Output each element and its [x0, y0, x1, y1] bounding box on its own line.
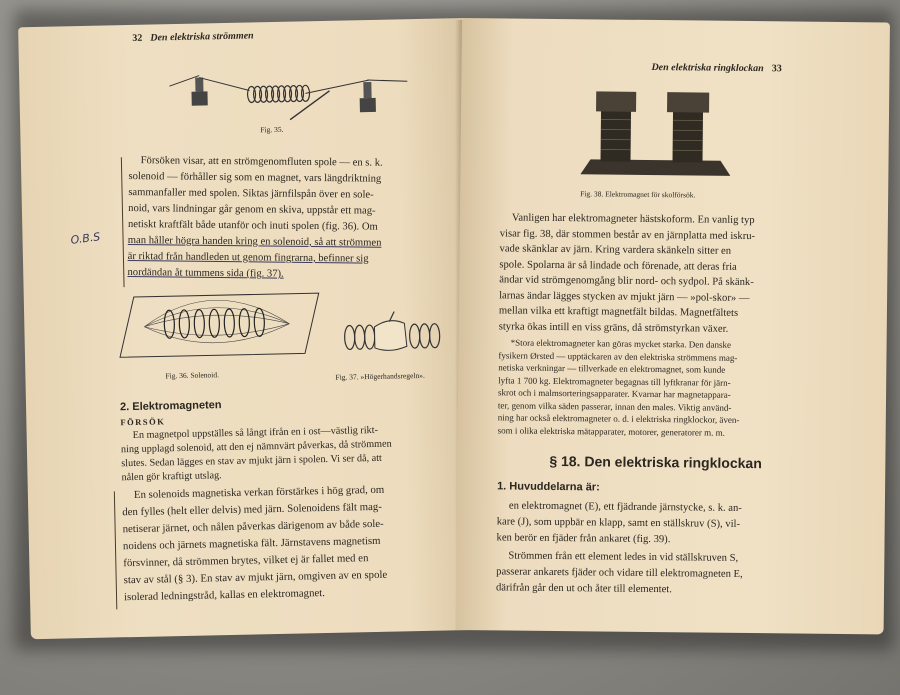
delar-line: en elektromagnet (E), ett fjädrande järnstycke, s. k. an- — [508, 500, 742, 514]
margin-bracket — [121, 157, 125, 287]
small-print-line: *Stora elektromagneter kan göras mycket starka. Den danske — [510, 337, 732, 350]
fig37-caption: Fig. 37. »Högerhandsregeln». — [335, 370, 425, 382]
delar-line: ken berör en fjäder från ankaret (fig. 39). — [496, 532, 671, 546]
forsok-line: slutes. Sedan lägges en stav av mjukt järn i spolen. Vi ser då, att — [121, 452, 382, 470]
right-running-head — [651, 62, 789, 74]
left-running-title: Den elektriska strömmen — [150, 30, 254, 44]
small-print-line: fysikern Ørsted — upptäckaren av den elektriska strömmens mag- — [498, 349, 738, 363]
elektromagnet-paragraph — [122, 480, 462, 606]
strom-line: därifrån går den ut och åter till elementet. — [495, 582, 672, 596]
huvuddelarna-heading: 1. Huvuddelarna är: — [497, 480, 600, 494]
strom-paragraph — [496, 548, 838, 600]
hastsko-line: visar fig. 38, där stommen består av en järnplatta med iskru- — [499, 227, 756, 242]
elektromagnet-line: noidens och järnets magnetiska fält. Järnstavens magnetism — [122, 534, 381, 553]
elektromagnet-line: försvinner, då strömmen brytes, vilket ej är fallet med en — [123, 552, 369, 570]
delar-paragraph — [496, 498, 838, 550]
solenoid-line-underlined: är riktad från handleden ut genom fingrarna, befinner sig — [127, 251, 369, 265]
delar-line: kare (J), som uppbär en klapp, samt en ställskruv (S), vil- — [496, 516, 741, 530]
margin-bracket-2 — [114, 491, 117, 609]
solenoid-line: sammanfaller med spolen. Siktas järnfilspån över en sole- — [128, 187, 374, 201]
forsok-line: ning upplagd solenoid, att den ej nämnvärt påverkas, då strömmen — [120, 438, 392, 456]
section-title-ringklockan: § 18. Den elektriska ringklockan — [549, 452, 762, 472]
right-running-title: Den elektriska ringklockan — [651, 61, 764, 75]
solenoid-line-underlined: man håller högra handen kring en solenoid, så att strömmen — [127, 235, 382, 249]
small-print-line: lyfta 1 700 kg. Elektromagneter begagnas till lyftkranar för järn- — [498, 374, 731, 388]
fig38-caption: Fig. 38. Elektromagnet för skolförsök. — [580, 189, 696, 200]
hastsko-line: vade skänklar av järn. Kring vardera skänkeln sitter en — [499, 243, 732, 257]
small-print-line: som i olika elektriska mätapparater, motorer, generatorer m. m. — [497, 424, 725, 438]
small-print-line: ning har också elektromagneter o. d. i elektriska ringklockor, även- — [497, 412, 740, 425]
elektromagnet-line: isolerad ledningstråd, kallas en elektromagnet. — [123, 587, 326, 604]
elektromagnet-line: stav av stål (§ 3). En stav av mjukt järn, omgiven av en spole — [123, 568, 388, 587]
forsok-paragraph — [121, 422, 460, 485]
hastsko-line: larnas ändar lägges stycken av mjukt järn — »pol-skor» — — [499, 289, 750, 304]
solenoid-line: netiskt kraftfält både utanför och inuti spolen (fig. 36). Om — [127, 219, 378, 233]
left-page — [18, 18, 477, 639]
elektromagnet-line: netiserar järnet, och nålen påverkas därigenom av både sole- — [122, 517, 384, 536]
small-print-line: ter, genom vilka säden passerar, innan den males. Viktig använd- — [497, 399, 732, 413]
fig37-hand-illustration — [334, 310, 445, 362]
strom-line: passerar ankarets fjäder och vidare till elektromagneten E, — [496, 566, 743, 580]
section-heading-elektromagneten: 2. Elektromagneten — [119, 399, 222, 414]
right-page — [456, 18, 890, 634]
forsok-line: nålen gör kraftigt utslag. — [121, 470, 222, 484]
hastsko-line: Vanligen har elektromagneter hästskoform. En vanlig typ — [511, 212, 755, 227]
small-print-line: skrot och i malmsorteringsapparater. Kvarnar har magnetappara- — [498, 387, 731, 400]
solenoid-line: solenoid — förhåller sig som en magnet, vars längdriktning — [128, 171, 382, 185]
left-page-number: 32 — [132, 32, 143, 44]
hastsko-line: mellan vilka ett kraftigt magnetfält bildas. Magnetfältets — [498, 305, 739, 319]
right-page-number: 33 — [771, 63, 782, 75]
strom-line: Strömmen från ett element ledes in vid ställskruven S, — [508, 550, 739, 564]
left-running-head — [124, 30, 254, 44]
fig38-electromagnet-illustration — [580, 79, 731, 181]
fig35-illustration — [169, 49, 410, 124]
small-print-paragraph — [498, 336, 839, 440]
solenoid-paragraph — [127, 153, 453, 284]
hastsko-paragraph — [499, 210, 840, 338]
handwritten-margin-note: O.B.S — [69, 230, 101, 247]
solenoid-line: Försöken visar, att en strömgenomfluten spole — en s. k. — [140, 155, 383, 169]
forsok-line: En magnetpol uppställes så långt ifrån en i ost—västlig rikt- — [132, 424, 379, 442]
elektromagnet-line: den fylles (helt eller delvis) med järn. Solenoidens fält mag- — [122, 500, 383, 519]
fig36-caption: Fig. 36. Solenoid. — [165, 370, 220, 381]
solenoid-line-underlined: nordändan åt tummens sida (fig. 37). — [127, 267, 284, 280]
forsok-subheading: FÖRSÖK — [120, 416, 166, 428]
small-print-line: netiska verkningar — tillverkade en elektromagnet, som kunde — [498, 362, 726, 375]
fig35-caption: Fig. 35. — [260, 124, 284, 135]
solenoid-line: noid, vars lindningar går genom en skiva, uppstår ett mag- — [128, 203, 376, 217]
hastsko-line: ändar vid strömgenomgång blir nord- och sydpol. På skänk- — [499, 274, 754, 289]
fig36-solenoid-illustration — [114, 283, 326, 367]
elektromagnet-line: En solenoids magnetiska verkan förstärkes i hög grad, om — [133, 483, 385, 502]
hastsko-line: spole. Spolarna är så lindade och förenade, att deras fria — [499, 258, 737, 273]
hastsko-line: styrka ökas intill en viss gräns, då strömstyrkan växer. — [498, 320, 729, 335]
